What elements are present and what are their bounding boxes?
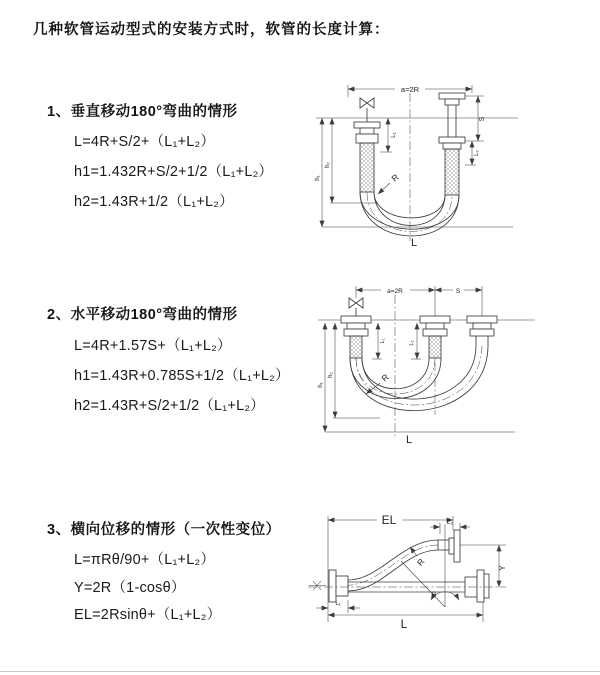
dim-label-el: EL [381,513,397,527]
dim-label-l2: L₂ [446,519,454,526]
dim-label-l2: L₂ [409,340,415,346]
dim-label-h2: h₂ [325,162,331,168]
diagram-1-drawing [310,75,545,255]
diagram-3-lateral-displacement [300,500,600,660]
section1-formula-h2: h2=1.43R+1/2（L₁+L₂） [74,194,234,210]
section2-heading: 2、水平移动180°弯曲的情形 [47,307,238,323]
hose-u-curves [350,346,488,411]
dim-label-y: Y [498,565,507,571]
dim-label-L: L [410,237,418,249]
page-title: 几种软管运动型式的安装方式时，软管的长度计算： [33,22,390,38]
section1-heading: 1、垂直移动180°弯曲的情形 [47,104,238,120]
upper-flange [438,530,460,562]
diagram-2-horizontal-u-bend [310,280,545,445]
section3-formula-Y: Y=2R（1-cosθ） [74,580,186,596]
dim-label-l1: L₁ [380,338,386,344]
dim-label-a2r: a=2R [400,85,420,94]
dim-label-theta: θ [432,592,436,599]
section3-heading: 3、横向位移的情形（一次性变位） [47,522,281,538]
dim-label-h1: h₁ [315,175,321,181]
dim-label-r: R [379,371,391,384]
section1-formula-L: L=4R+S/2+（L₁+L₂） [74,134,216,150]
diagram-1-vertical-u-bend [310,75,545,255]
dim-label-L: L [405,434,413,445]
diagram-2-drawing [310,280,545,445]
left-flange [309,570,348,602]
section2-formula-L: L=4R+1.57S+（L₁+L₂） [74,338,232,354]
dim-label-L: L [400,617,408,631]
valve-icon [360,98,367,108]
dim-label-l1: L₁ [335,601,341,607]
dim-label-s: S [455,288,461,295]
dim-label-r: R [389,171,401,184]
dim-label-h1: h₁ [318,382,324,388]
section2-formula-h1: h1=1.43R+0.785S+1/2（L₁+L₂） [74,368,290,384]
hose-u-curves [360,192,459,236]
right-hose-fitting [467,316,497,346]
section2-formula-h2: h2=1.43R+S/2+1/2（L₁+L₂） [74,398,265,414]
dim-label-l2: L₂ [474,150,480,156]
page-bottom-edge [0,671,600,672]
diagram-3-drawing [300,500,600,660]
section3-formula-L: L=πRθ/90+（L₁+L₂） [74,552,216,568]
dim-label-s: S [479,116,486,122]
angle-construction [401,524,459,607]
dim-label-h2: h₂ [328,372,334,378]
valve-icon [349,298,356,308]
right-hose-fitting [439,93,465,195]
left-hose-fitting [354,122,380,192]
dim-label-r: R [414,556,427,568]
section1-formula-h1: h1=1.432R+S/2+1/2（L₁+L₂） [74,164,274,180]
middle-hose-fitting [420,316,450,358]
dim-label-a2r: a=2R [387,288,403,295]
section3-formula-EL: EL=2Rsinθ+（L₁+L₂） [74,607,222,623]
dim-label-l1: L₁ [391,132,397,138]
left-hose-fitting [341,316,371,358]
